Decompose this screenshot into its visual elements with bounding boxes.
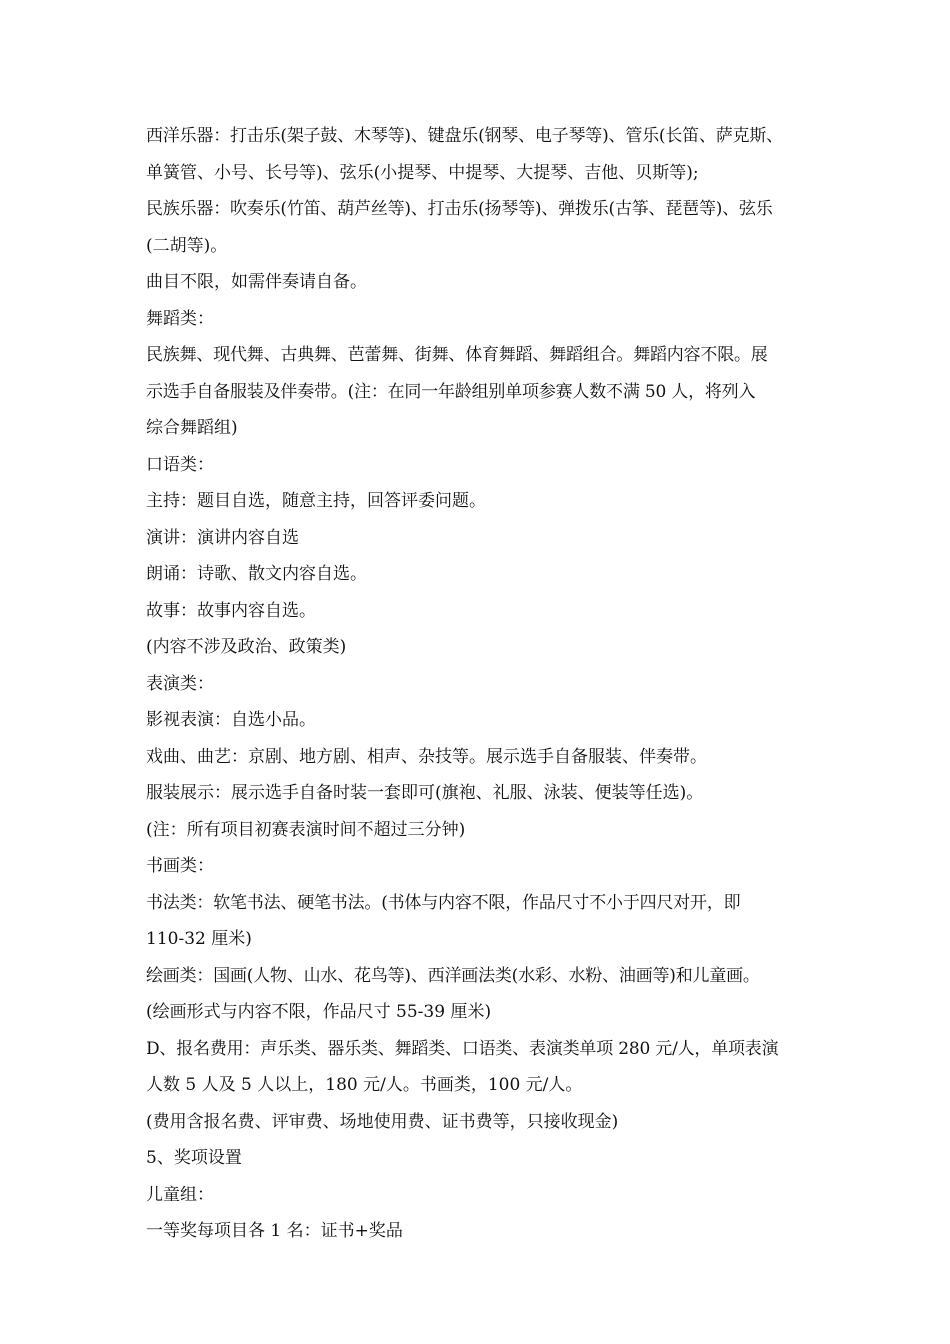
text-line: 综合舞蹈组) [146,418,238,438]
text-line: 演讲：演讲内容自选 [146,527,299,548]
text-line: 影视表演：自选小品。 [146,710,316,730]
text-line: (注：所有项目初赛表演时间不超过三分钟) [146,819,466,840]
text-line: 故事：故事内容自选。 [146,600,316,621]
text-line: 服装展示：展示选手自备时装一套即可(旗袍、礼服、泳装、便装等任选)。 [146,783,704,803]
section-heading: 口语类： [146,454,214,475]
text-line: 单簧管、小号、长号等)、弦乐(小提琴、中提琴、大提琴、吉他、贝斯等); [146,162,699,183]
text-line: 民族乐器：吹奏乐(竹笛、葫芦丝等)、打击乐(扬琴等)、弹拨乐(古筝、琵琶等)、弦乐 [146,199,773,219]
text-line: 110-32 厘米) [146,929,252,949]
text-line: 朗诵：诗歌、散文内容自选。 [146,564,367,584]
text-line: 主持：题目自选，随意主持，回答评委问题。 [146,491,486,511]
text-line: (绘画形式与内容不限，作品尺寸 55-39 厘米) [146,1002,492,1022]
section-heading: 表演类： [146,673,214,694]
text-line: 民族舞、现代舞、古典舞、芭蕾舞、街舞、体育舞蹈、舞蹈组合。舞蹈内容不限。展 [146,345,768,365]
text-line: (二胡等)。 [146,235,228,256]
text-line: 人数 5 人及 5 人以上，180 元/人。书画类，100 元/人。 [146,1075,583,1095]
text-line: 一等奖每项目各 1 名：证书+奖品 [146,1221,403,1241]
text-line: D、报名费用：声乐类、器乐类、舞蹈类、口语类、表演类单项 280 元/人，单项表演 [146,1038,779,1059]
text-line: 示选手自备服装及伴奏带。(注：在同一年龄组别单项参赛人数不满 50 人，将列入 [146,381,756,402]
document-body [146,118,816,1250]
text-line: 曲目不限，如需伴奏请自备。 [146,272,367,292]
section-heading: 5、奖项设置 [146,1148,242,1168]
section-heading: 舞蹈类： [146,308,214,329]
text-line: 儿童组： [146,1184,214,1205]
text-line: 西洋乐器：打击乐(架子鼓、木琴等)、键盘乐(钢琴、电子琴等)、管乐(长笛、萨克斯、 [146,126,783,146]
text-line: 书法类：软笔书法、硬笔书法。(书体与内容不限，作品尺寸不小于四尺对开，即 [146,892,741,913]
text-line: (内容不涉及政治、政策类) [146,637,347,657]
section-heading: 书画类： [146,856,214,876]
text-line: 绘画类：国画(人物、山水、花鸟等)、西洋画法类(水彩、水粉、油画等)和儿童画。 [146,965,760,986]
text-line: 戏曲、曲艺：京剧、地方剧、相声、杂技等。展示选手自备服装、伴奏带。 [146,746,707,767]
text-line: (费用含报名费、评审费、场地使用费、证书费等，只接收现金) [146,1111,619,1132]
